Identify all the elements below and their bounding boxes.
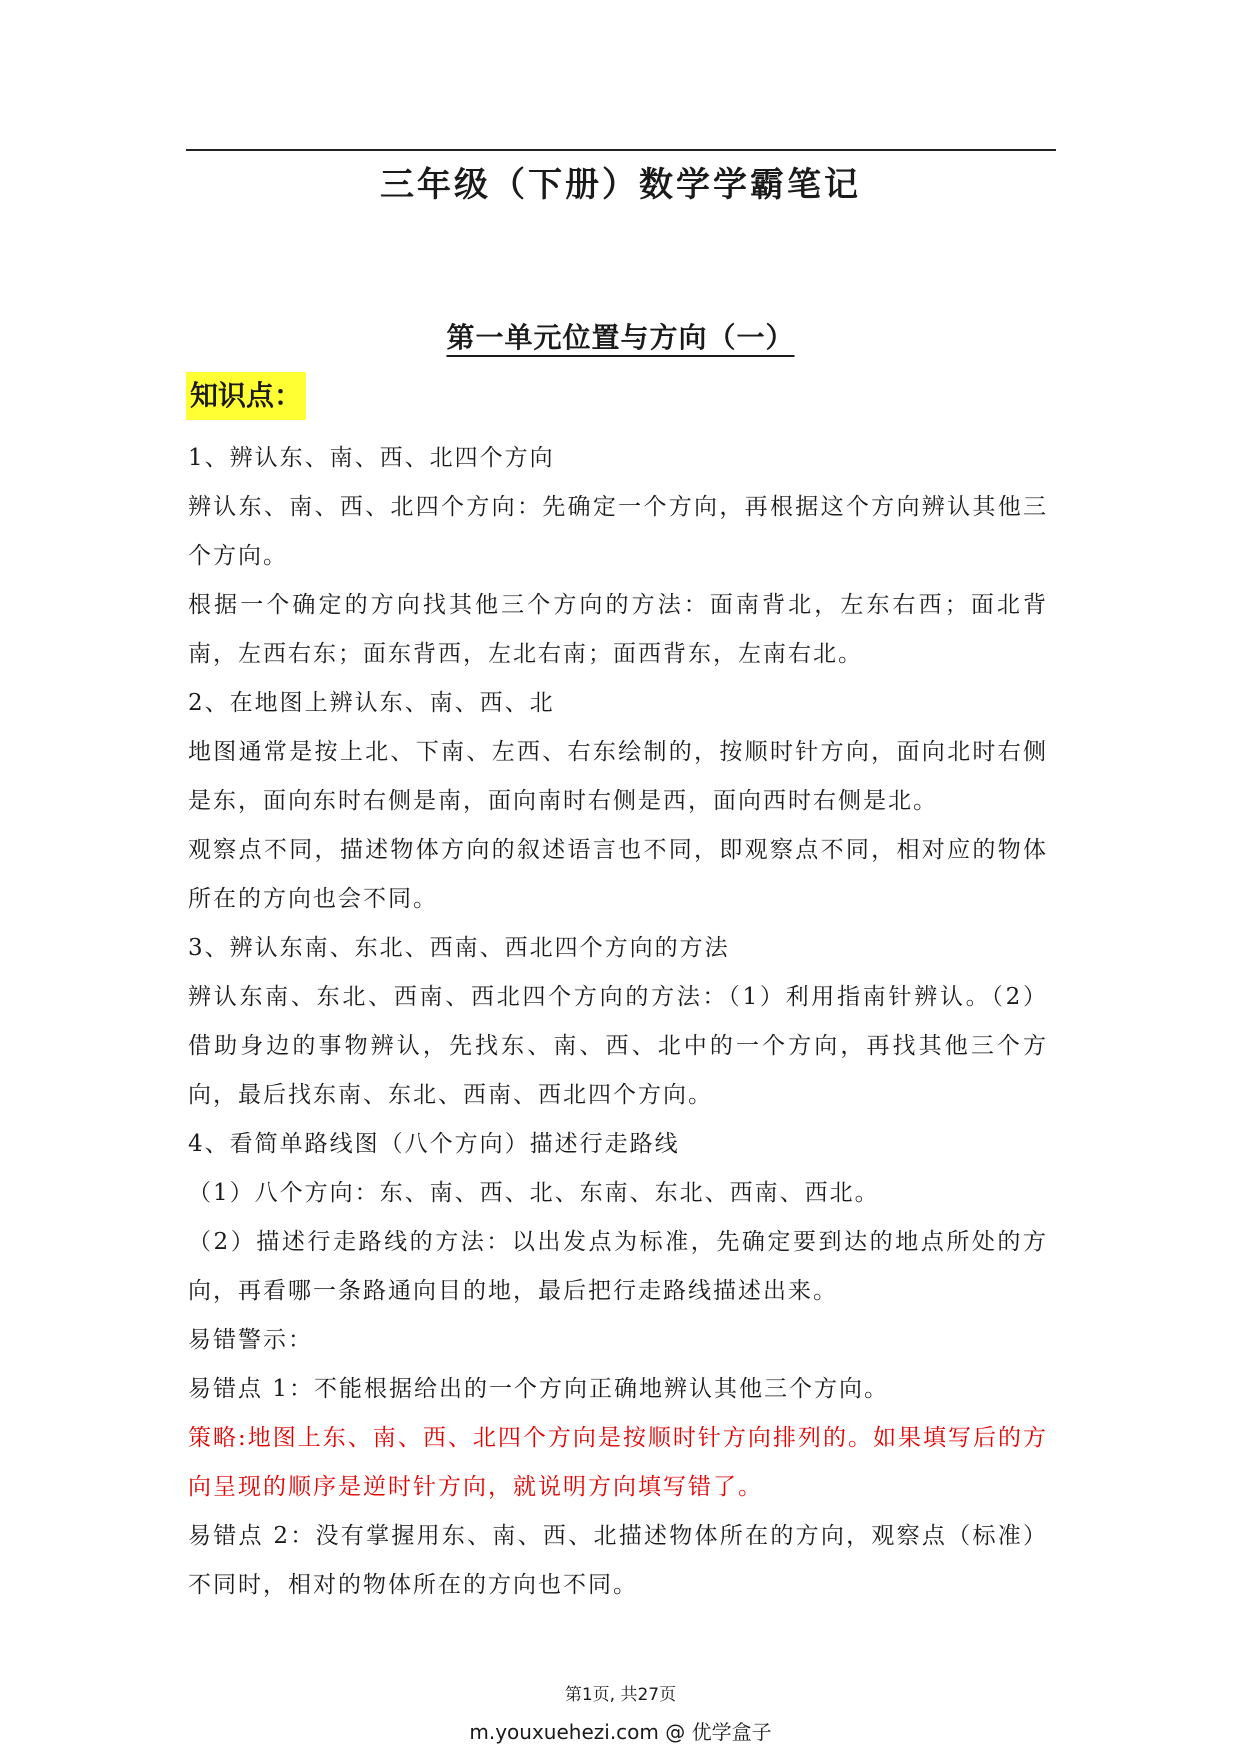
document-title: 三年级（下册）数学学霸笔记 <box>380 165 861 205</box>
footer-site-watermark: m.youxuehezi.com @ 优学盒子 <box>469 1720 772 1744</box>
section-label-knowledge-points: 知识点： <box>186 372 306 420</box>
body-text <box>188 434 1048 1610</box>
paragraph-3-body: 辨认东南、东北、西南、西北四个方向的方法：（1）利用指南针辨认。（2）借助身边的事物辨认，先找东、南、西、北中的一个方向，再找其他三个方向，最后找东南、东北、西南、西北四个方向。 <box>188 984 1048 1108</box>
paragraph-3-heading: 3、辨认东南、东北、西南、西北四个方向的方法 <box>188 935 730 961</box>
paragraph-1-heading: 1、辨认东、南、西、北四个方向 <box>188 445 555 471</box>
error-point-2: 易错点 2：没有掌握用东、南、西、北描述物体所在的方向，观察点（标准）不同时，相对的物体所在的方向也不同。 <box>188 1523 1048 1598</box>
paragraph-4-route-method: （2）描述行走路线的方法：以出发点为标准，先确定要到达的地点所处的方向，再看哪一条路通向目的地，最后把行走路线描述出来。 <box>188 1229 1048 1304</box>
paragraph-1-method: 根据一个确定的方向找其他三个方向的方法：面南背北，左东右西；面北背南，左西右东；面东背西，左北右南；面西背东，左南右北。 <box>188 592 1048 667</box>
unit-title: 第一单元位置与方向（一） <box>446 321 795 354</box>
paragraph-4-heading: 4、看简单路线图（八个方向）描述行走路线 <box>188 1131 680 1157</box>
paragraph-1-body: 辨认东、南、西、北四个方向：先确定一个方向，再根据这个方向辨认其他三个方向。 <box>188 494 1048 569</box>
error-warning-heading: 易错警示： <box>188 1327 313 1353</box>
header-rule <box>186 149 1056 151</box>
paragraph-2-body: 地图通常是按上北、下南、左西、右东绘制的，按顺时针方向，面向北时右侧是东，面向东时右侧是南，面向南时右侧是西，面向西时右侧是北。 <box>188 739 1048 814</box>
paragraph-2-heading: 2、在地图上辨认东、南、西、北 <box>188 690 555 716</box>
strategy-note: 策略:地图上东、南、西、北四个方向是按顺时针方向排列的。如果填写后的方向呈现的顺序是逆时针方向，就说明方向填写错了。 <box>188 1425 1048 1500</box>
paragraph-2-observation: 观察点不同，描述物体方向的叙述语言也不同，即观察点不同，相对应的物体所在的方向也会不同。 <box>188 837 1048 912</box>
error-point-1: 易错点 1：不能根据给出的一个方向正确地辨认其他三个方向。 <box>188 1376 889 1402</box>
paragraph-4-eight-directions: （1）八个方向：东、南、西、北、东南、东北、西南、西北。 <box>188 1180 880 1206</box>
page-number: 第1页, 共27页 <box>564 1685 677 1705</box>
